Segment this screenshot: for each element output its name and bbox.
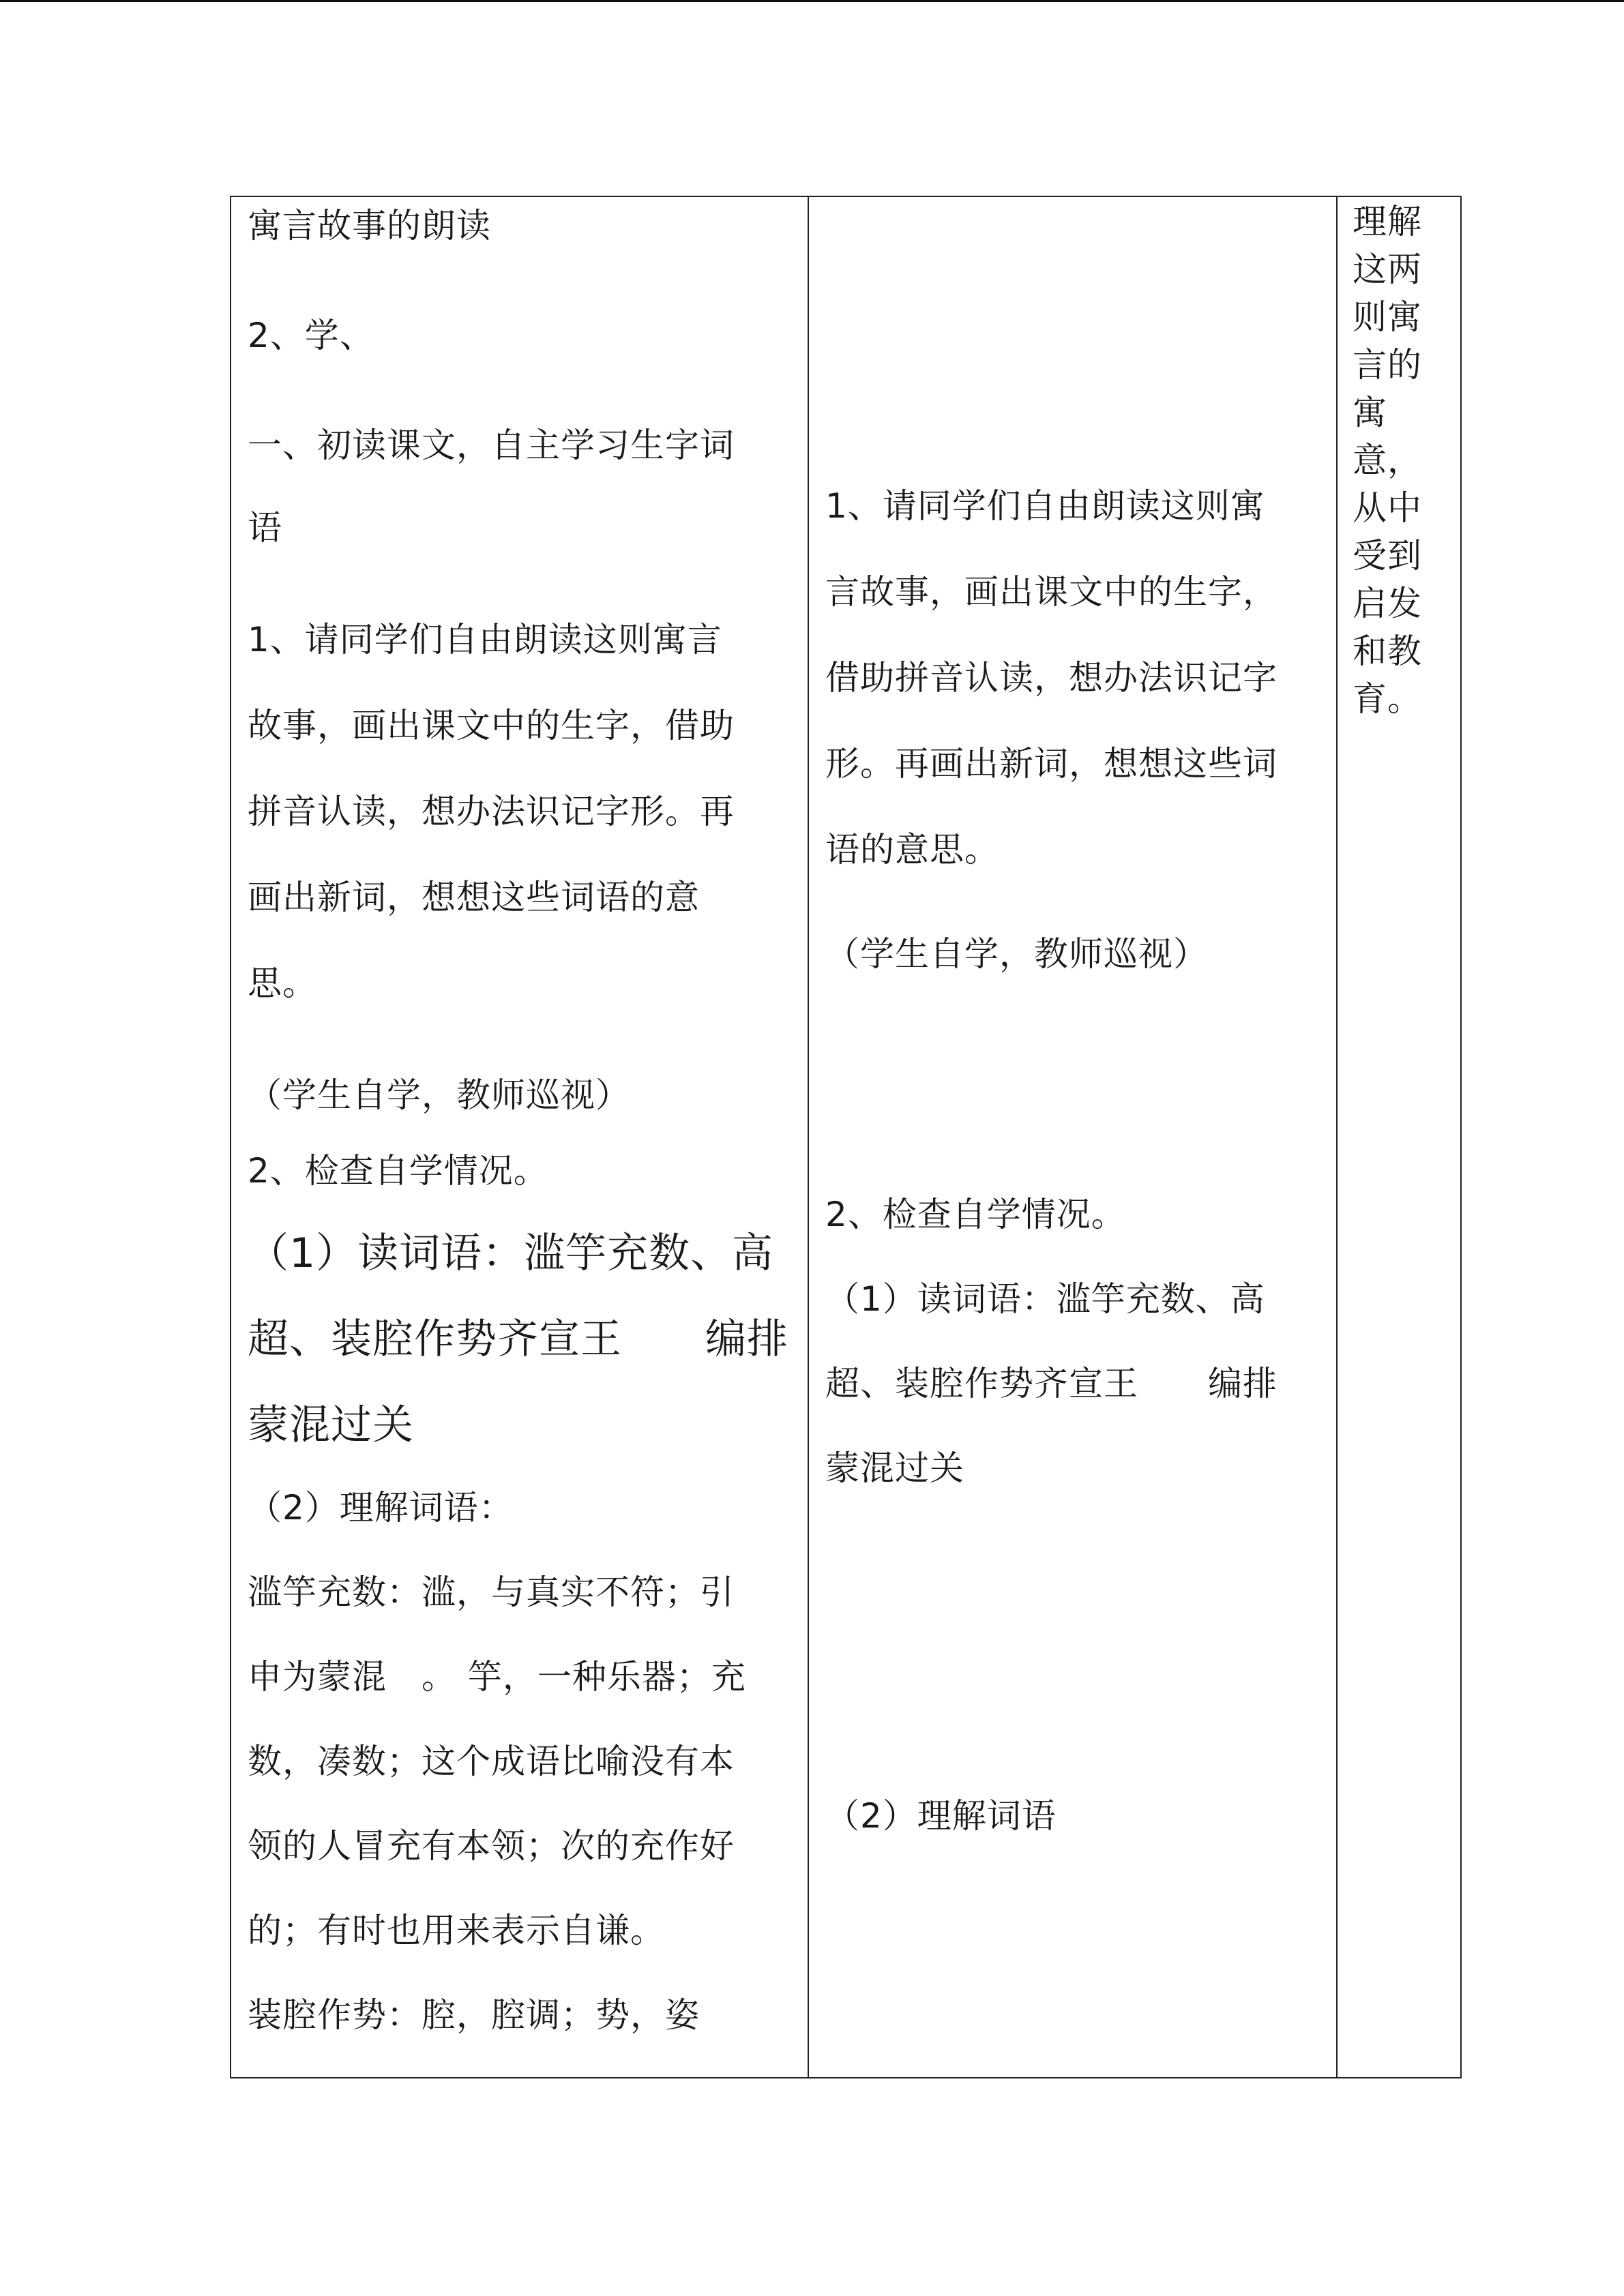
middle-line: 超、装腔作势齐宣王 编排 bbox=[825, 1364, 1278, 1403]
right-line: 从中 bbox=[1353, 488, 1422, 528]
lesson-plan-table bbox=[230, 196, 1462, 2078]
left-line: （1）读词语：滥竽充数、高 bbox=[248, 1229, 774, 1277]
middle-line: 蒙混过关 bbox=[825, 1448, 964, 1488]
right-line: 和教 bbox=[1353, 631, 1422, 671]
left-line: 领的人冒充有本领；次的充作好 bbox=[248, 1826, 735, 1866]
middle-line: 形。再画出新词，想想这些词 bbox=[825, 744, 1278, 784]
left-line: 蒙混过关 bbox=[248, 1401, 414, 1449]
right-line: 则寓 bbox=[1353, 297, 1422, 337]
left-line: 滥竽充数：滥，与真实不符；引 bbox=[248, 1572, 735, 1612]
left-line: 思。 bbox=[248, 964, 317, 1003]
left-line: 的；有时也用来表示自谦。 bbox=[248, 1911, 665, 1950]
left-line: 超、装腔作势齐宣王 编排 bbox=[248, 1315, 788, 1363]
left-line: （2）理解词语： bbox=[248, 1488, 514, 1527]
table-row bbox=[231, 196, 1461, 2078]
right-line: 育。 bbox=[1353, 679, 1422, 719]
left-line: 一、初读课文，自主学习生字词 bbox=[248, 426, 735, 465]
left-line: 故事，画出课文中的生字，借助 bbox=[248, 706, 735, 745]
right-line: 这两 bbox=[1353, 250, 1422, 289]
middle-line: （1）读词语：滥竽充数、高 bbox=[825, 1279, 1265, 1319]
left-line: 申为蒙混 。 竽，一种乐器；充 bbox=[248, 1657, 746, 1697]
left-line: 语 bbox=[248, 508, 282, 548]
left-line: （学生自学，教师巡视） bbox=[248, 1075, 630, 1115]
left-line: 1、请同学们自由朗读这则寓言 bbox=[248, 620, 722, 659]
middle-line: （学生自学，教师巡视） bbox=[825, 934, 1208, 974]
middle-line: 语的意思。 bbox=[825, 830, 999, 869]
right-line: 寓 bbox=[1353, 393, 1387, 432]
left-line: 2、学、 bbox=[248, 316, 374, 355]
middle-line: 2、检查自学情况。 bbox=[825, 1195, 1126, 1234]
middle-line: 言故事，画出课文中的生字， bbox=[825, 572, 1278, 612]
right-line: 理解 bbox=[1353, 202, 1422, 241]
left-line: 寓言故事的朗读 bbox=[248, 206, 491, 245]
design-intent-cell bbox=[1337, 196, 1461, 2078]
right-line: 言的 bbox=[1353, 345, 1422, 385]
left-line: 拼音认读，想办法识记字形。再 bbox=[248, 792, 735, 831]
teaching-content-cell bbox=[231, 196, 808, 2078]
student-activity-cell bbox=[808, 196, 1337, 2078]
left-line: 数，凑数；这个成语比喻没有本 bbox=[248, 1742, 735, 1781]
middle-line: （2）理解词语 bbox=[825, 1796, 1057, 1836]
middle-line: 借助拼音认读，想办法识记字 bbox=[825, 658, 1278, 698]
middle-line: 1、请同学们自由朗读这则寓 bbox=[825, 486, 1265, 526]
left-line: 装腔作势：腔，腔调；势，姿 bbox=[248, 1995, 700, 2035]
right-line: 启发 bbox=[1353, 584, 1422, 623]
page-top-border bbox=[0, 0, 1624, 2]
left-line: 画出新词，想想这些词语的意 bbox=[248, 878, 700, 917]
right-line: 受到 bbox=[1353, 536, 1422, 576]
left-line: 2、检查自学情况。 bbox=[248, 1151, 548, 1191]
right-line: 意， bbox=[1353, 441, 1422, 480]
